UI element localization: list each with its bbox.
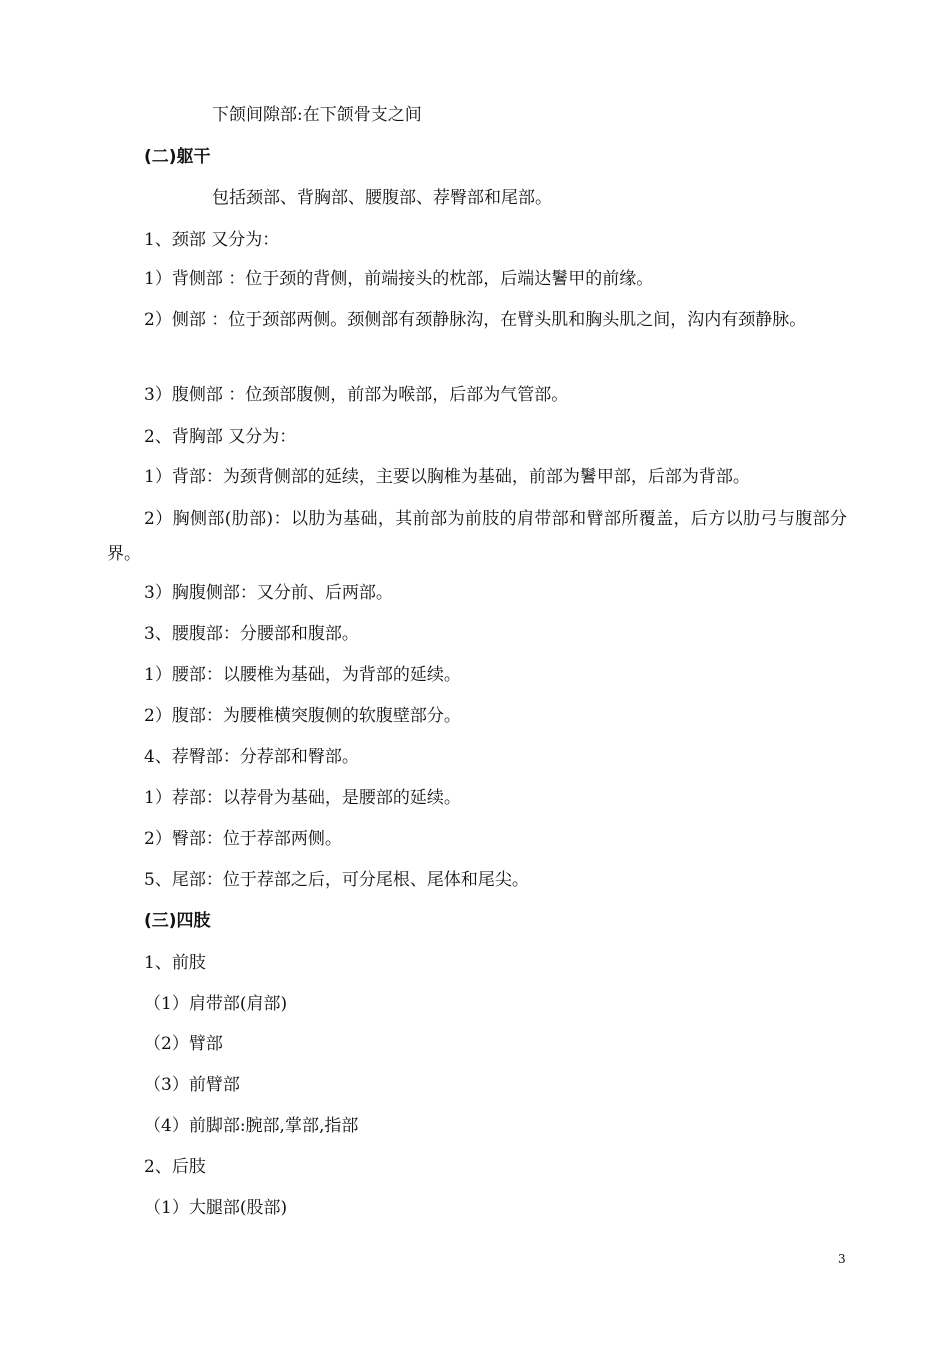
section-heading-trunk: (二)躯干 (144, 147, 211, 167)
text-line: 2、后肢 (144, 1157, 206, 1177)
text-line: 4、荐臀部：分荐部和臀部。 (144, 747, 359, 767)
text-line: 2）臀部：位于荐部两侧。 (144, 829, 342, 849)
text-line: 包括颈部、背胸部、腰腹部、荐臀部和尾部。 (212, 188, 552, 208)
text-line: 下颌间隙部:在下颌骨支之间 (212, 105, 422, 125)
paragraph: 2）侧部 ：位于颈部两侧。颈侧部有颈静脉沟，在臂头肌和胸头肌之间，沟内有颈静脉。 (144, 310, 807, 330)
text-line: 2、背胸部 又分为： (144, 427, 297, 447)
text-line: 1、颈部 又分为： (144, 230, 280, 250)
text-line: 1）背部：为颈背侧部的延续，主要以胸椎为基础，前部为鬐甲部，后部为背部。 (144, 467, 750, 487)
paragraph: 2）胸侧部(肋部)：以肋为基础，其前部为前肢的肩带部和臂部所覆盖，后方以肋弓与腹部分界。 (107, 509, 847, 564)
text-line: 1、前肢 (144, 953, 206, 973)
text-line: 1）腰部：以腰椎为基础，为背部的延续。 (144, 665, 461, 685)
text-line: 3、腰腹部：分腰部和腹部。 (144, 624, 359, 644)
text-line: 3）腹侧部 ：位颈部腹侧，前部为喉部，后部为气管部。 (144, 385, 569, 405)
text-line: （2）臂部 (144, 1034, 223, 1054)
text-line: （1）肩带部(肩部) (144, 994, 288, 1014)
text-line: 1）荐部：以荐骨为基础，是腰部的延续。 (144, 788, 461, 808)
section-heading-limbs: (三)四肢 (144, 911, 211, 931)
text-line: 5、尾部：位于荐部之后，可分尾根、尾体和尾尖。 (144, 870, 529, 890)
text-line: （3）前臂部 (144, 1075, 240, 1095)
text-line: 1）背侧部 ：位于颈的背侧，前端接头的枕部，后端达鬐甲的前缘。 (144, 269, 654, 289)
text-line: 3）胸腹侧部：又分前、后两部。 (144, 583, 393, 603)
text-line: （4）前脚部:腕部,掌部,指部 (144, 1116, 359, 1136)
text-line: （1）大腿部(股部) (144, 1198, 288, 1218)
page-number: 3 (838, 1252, 846, 1266)
text-line: 2）腹部：为腰椎横突腹侧的软腹壁部分。 (144, 706, 461, 726)
